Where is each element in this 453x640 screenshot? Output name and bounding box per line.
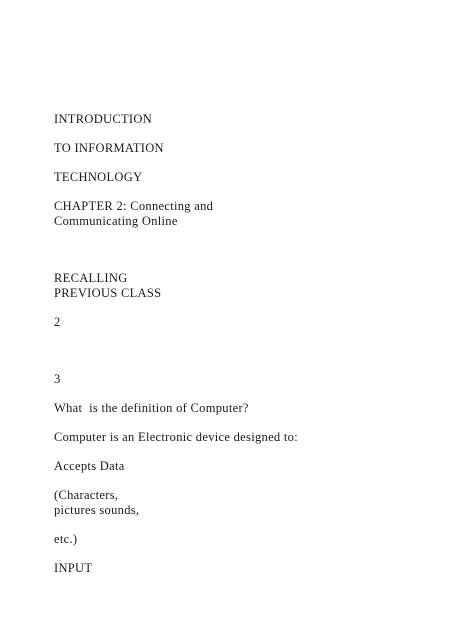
text-line: Computer is an Electronic device designed to: <box>54 430 298 444</box>
text-line: TO INFORMATION <box>54 141 164 155</box>
text-line: Accepts Data <box>54 459 125 473</box>
text-line: 2 <box>54 315 61 329</box>
text-line: CHAPTER 2: Connecting and <box>54 199 214 213</box>
text-line: PREVIOUS CLASS <box>54 286 162 300</box>
text-line: etc.) <box>54 532 78 546</box>
text-line: INPUT <box>54 561 93 575</box>
text-line: Communicating Online <box>54 214 178 228</box>
text-line: pictures sounds, <box>54 503 140 517</box>
text-line: What is the definition of Computer? <box>54 401 249 415</box>
text-line: TECHNOLOGY <box>54 170 143 184</box>
text-line: RECALLING <box>54 271 128 285</box>
text-line: (Characters, <box>54 488 119 502</box>
text-line: 3 <box>54 372 61 386</box>
text-line: INTRODUCTION <box>54 112 153 126</box>
